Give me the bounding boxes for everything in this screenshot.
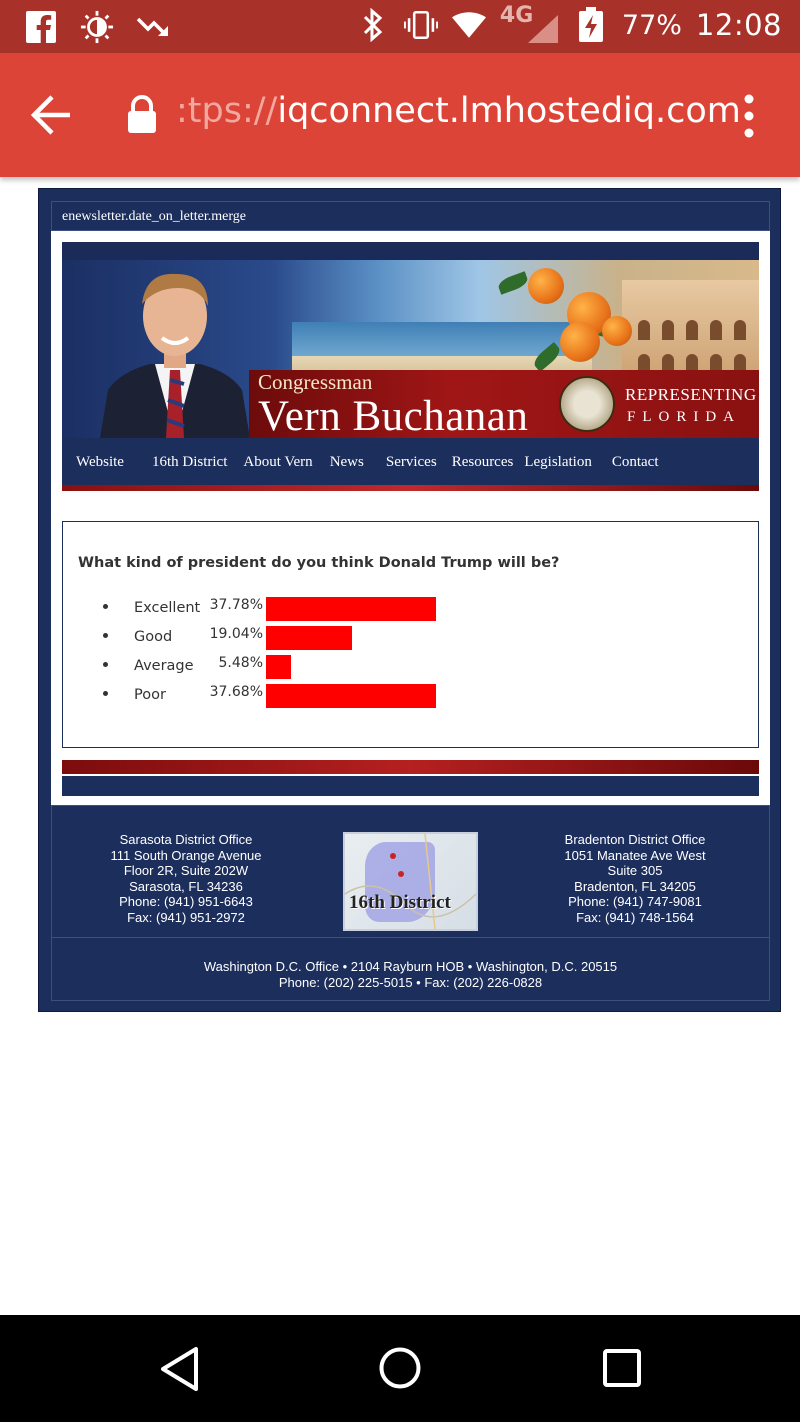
dc-address: Washington D.C. Office • 2104 Rayburn HOB • Washington, D.C. 20515 [203, 959, 618, 974]
office-address: 1051 Manatee Ave West [564, 847, 706, 863]
banner-orange [560, 322, 600, 362]
back-arrow-icon[interactable] [28, 89, 80, 141]
poll-option-percent: 37.78% [209, 597, 263, 613]
newsletter-nav [62, 439, 759, 485]
poll-option-percent: 37.68% [209, 684, 263, 700]
nav-services[interactable]: Services [385, 453, 437, 470]
nav-legislation[interactable]: Legislation [524, 453, 592, 470]
bottom-navy-strip [62, 776, 759, 796]
bullet-icon [103, 633, 108, 638]
sarasota-office [71, 832, 301, 926]
banner-orange [602, 316, 632, 346]
lock-icon[interactable] [126, 95, 158, 135]
wifi-icon [452, 7, 486, 43]
dc-office [52, 959, 769, 990]
office-name: Sarasota District Office [119, 832, 253, 847]
overflow-menu-icon[interactable] [734, 93, 764, 139]
header-banner [62, 242, 759, 439]
newsletter-frame [38, 188, 781, 1012]
clock: 12:08 [695, 8, 782, 42]
office-suite: Floor 2R, Suite 202W [123, 863, 249, 879]
url-host: iqconnect.lmhostediq.com [277, 91, 741, 131]
poll-result-bar [266, 684, 436, 708]
poll-question: What kind of president do you think Donald Trump will be? [78, 555, 560, 571]
poll-option-label: Poor [134, 687, 166, 703]
nav-news[interactable]: News [329, 453, 364, 470]
banner-name: Vern Buchanan [258, 393, 529, 439]
nav-back-icon[interactable] [158, 1345, 202, 1393]
house-seal-icon [559, 376, 615, 432]
date-merge-field: enewsletter.date_on_letter.merge [51, 201, 770, 231]
footer-divider [52, 937, 769, 938]
poll-option-label: Average [134, 658, 194, 674]
office-city: Bradenton, FL 34205 [574, 878, 696, 894]
office-fax: Fax: (941) 951-2972 [127, 909, 245, 925]
newsletter-body [51, 231, 770, 805]
banner-top-strip [62, 242, 759, 260]
bluetooth-icon [356, 7, 390, 43]
signal-icon [528, 15, 558, 43]
nav-contact[interactable]: Contact [611, 453, 659, 470]
banner-orange [528, 268, 564, 304]
office-city: Sarasota, FL 34236 [129, 878, 243, 894]
poll-option-percent: 5.48% [218, 655, 263, 671]
congressman-photo [100, 260, 250, 438]
office-phone[interactable]: Phone: (941) 747-9081 [568, 894, 702, 910]
nav-website[interactable]: Website [76, 453, 124, 470]
bullet-icon [103, 691, 108, 696]
poll-option-percent: 19.04% [209, 626, 263, 642]
nav-divider [62, 485, 759, 491]
address-bar[interactable] [176, 91, 741, 131]
poll-result-bar [266, 597, 436, 621]
bullet-icon [103, 662, 108, 667]
office-suite: Suite 305 [607, 863, 663, 879]
banner-congressman-label: Congressman [258, 370, 373, 394]
poll-results [62, 521, 759, 748]
poll-option-label: Good [134, 629, 173, 645]
district-map-label: 16th District [349, 892, 451, 913]
nav-recents-icon[interactable] [602, 1348, 642, 1388]
facebook-icon [24, 9, 58, 45]
battery-percent: 77% [621, 9, 682, 41]
poll-option-label: Excellent [134, 600, 201, 616]
nav-about-vern[interactable]: About Vern [243, 453, 313, 470]
nav-16th-district[interactable]: 16th District [151, 453, 228, 470]
office-phone[interactable]: Phone: (941) 951-6643 [119, 894, 253, 910]
newsletter-footer [51, 805, 770, 1001]
office-address: 111 South Orange Avenue [110, 847, 262, 863]
dc-phone-fax: Phone: (202) 225-5015 • Fax: (202) 226-0828 [278, 974, 543, 990]
poll-result-bar [266, 626, 352, 650]
banner-state: FLORIDA [627, 409, 742, 425]
office-fax: Fax: (941) 748-1564 [576, 909, 694, 925]
network-type [499, 3, 560, 43]
browser-toolbar [0, 53, 800, 177]
url-scheme: :tps:// [176, 91, 278, 131]
nav-resources[interactable]: Resources [451, 453, 514, 470]
office-name: Bradenton District Office [564, 832, 706, 847]
poll-result-bar [266, 655, 291, 679]
network-label: 4G [499, 3, 534, 28]
vibrate-icon [404, 7, 438, 43]
banner-representing: REPRESENTING [625, 385, 757, 404]
nav-home-icon[interactable] [378, 1346, 422, 1390]
district-map[interactable] [343, 832, 478, 931]
battery-charging-icon [574, 7, 608, 43]
system-nav-bar [0, 1315, 800, 1422]
bradenton-office [520, 832, 750, 926]
brightness-icon [80, 9, 114, 45]
trending-down-icon [136, 9, 170, 45]
bullet-icon [103, 604, 108, 609]
bottom-divider [62, 760, 759, 774]
status-bar [0, 0, 800, 53]
